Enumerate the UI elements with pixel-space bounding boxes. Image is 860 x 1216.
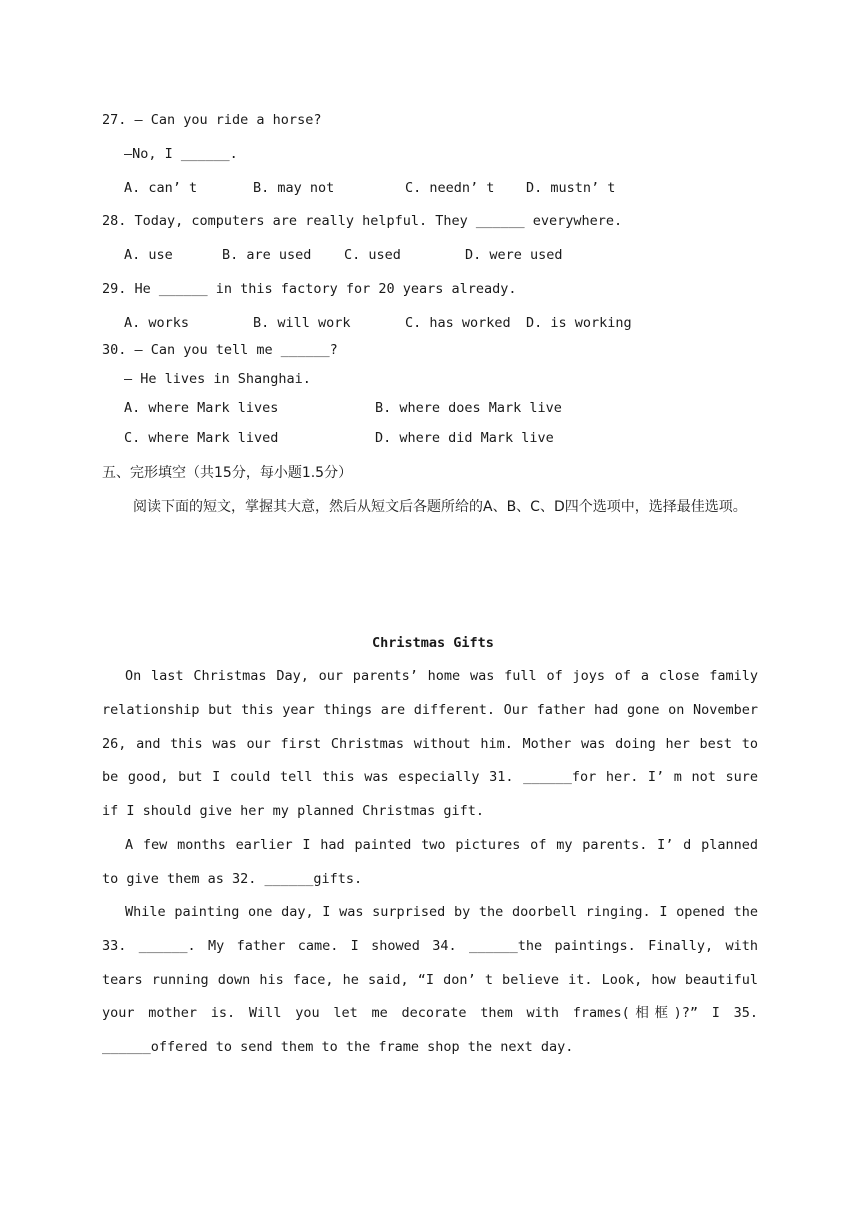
question-27-option-b: B. may not <box>253 180 335 196</box>
question-30-stem: 30. — Can you tell me ______? <box>102 342 338 358</box>
question-29-option-d: D. is working <box>526 315 632 331</box>
question-29-option-b: B. will work <box>253 315 351 331</box>
question-28-stem: 28. Today, computers are really helpful. They ______ everywhere. <box>102 213 623 229</box>
question-29-option-c: C. has worked <box>405 315 511 331</box>
question-28-option-d: D. were used <box>465 247 563 263</box>
question-30-option-a: A. where Mark lives <box>124 400 279 416</box>
question-28-option-b: B. are used <box>222 247 312 263</box>
question-27-stem: 27. — Can you ride a horse? <box>102 112 322 128</box>
question-27-option-c: C. needn’ t <box>405 180 495 196</box>
passage-paragraph-2: A few months earlier I had painted two pictures of my parents. I’ d planned to give them as 32. ______gifts. <box>102 837 758 887</box>
question-30-option-c: C. where Mark lived <box>124 430 279 446</box>
question-27-answer-line: —No, I ______. <box>124 146 238 162</box>
passage-title: Christmas Gifts <box>372 635 494 651</box>
passage-paragraph-1: On last Christmas Day, our parents’ home was full of joys of a close family relationship but this year things are different. Our father had gone on November 26, and this was our first Christmas without him. Mother was doing her best to be good, but I could tell this was especially 31. ______for her. I’ m not sure if I should give her my planned Christmas gift. <box>102 668 758 820</box>
question-27-option-d: D. mustn’ t <box>526 180 616 196</box>
passage-paragraph-3: While painting one day, I was surprised by the doorbell ringing. I opened the 33. ______. My father came. I showed 34. ______the paintings. Finally, with tears running down his face, he said, “I don’ t believe it. Look, how beautiful your mother is. Will you let me decorate them with frames(相框)?” I 35. ______offered to send them to the frame shop the next day. <box>102 904 758 1056</box>
question-28-option-a: A. use <box>124 247 173 263</box>
section-instructions: 阅读下面的短文，掌握其大意，然后从短文后各题所给的A、B、C、D四个选项中，选择最佳选项。 <box>133 499 747 515</box>
question-30-option-b: B. where does Mark live <box>375 400 562 416</box>
question-29-stem: 29. He ______ in this factory for 20 years already. <box>102 281 517 297</box>
question-30-answer-line: — He lives in Shanghai. <box>124 371 311 387</box>
question-28-option-c: C. used <box>344 247 401 263</box>
question-29-option-a: A. works <box>124 315 190 331</box>
question-27-option-a: A. can’ t <box>124 180 198 196</box>
section-heading: 五、完形填空（共15分，每小题1.5分） <box>102 465 353 481</box>
question-30-option-d: D. where did Mark live <box>375 430 554 446</box>
